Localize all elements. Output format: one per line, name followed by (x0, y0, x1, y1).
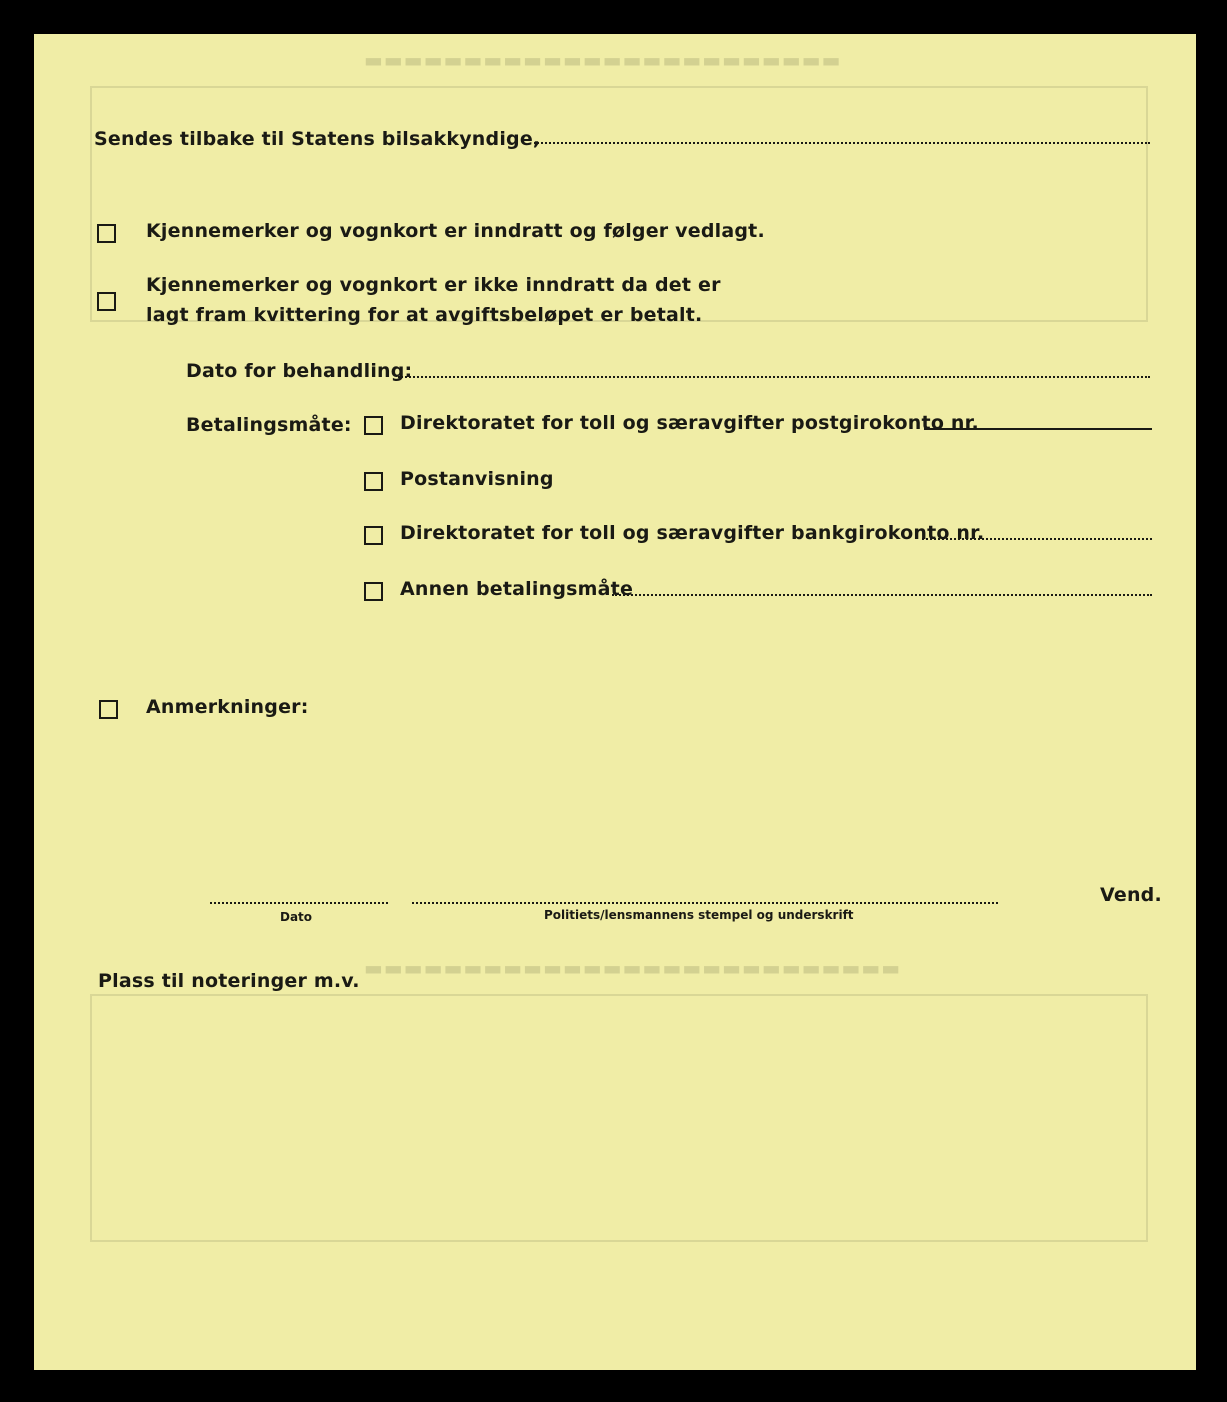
payment-bankgiro-field[interactable] (922, 538, 1152, 540)
notes-area[interactable] (94, 1004, 1154, 1334)
option-enclosed-label: Kjennemerker og vognkort er inndratt og følger vedlagt. (146, 220, 765, 242)
bleed-through-header-bottom: ▬▬▬▬▬▬▬▬▬▬▬▬▬▬▬▬▬▬▬▬▬▬▬▬▬▬▬ (364, 956, 902, 980)
payment-bankgiro-label: Direktoratet for toll og særavgifter bankgirokonto nr. (400, 522, 985, 544)
remarks-label: Anmerkninger: (146, 696, 309, 718)
date-field[interactable] (398, 376, 1150, 378)
option-not-enclosed-line2: lagt fram kvittering for at avgiftsbeløpet er betalt. (146, 304, 703, 326)
not-enclosed-checkbox[interactable] (97, 292, 116, 311)
signature-stamp-field[interactable] (412, 902, 998, 904)
payment-postanvisning-checkbox[interactable] (364, 472, 383, 491)
turn-label: Vend. (1100, 884, 1162, 906)
form-sheet (34, 34, 1196, 1370)
signature-date-field[interactable] (210, 902, 388, 904)
signature-date-caption: Dato (280, 910, 313, 924)
date-label: Dato for behandling: (186, 360, 413, 382)
payment-bankgiro-checkbox[interactable] (364, 526, 383, 545)
remarks-checkbox[interactable] (99, 700, 118, 719)
payment-other-field[interactable] (612, 594, 1152, 596)
payment-postanvisning-label: Postanvisning (400, 468, 554, 490)
payment-other-label: Annen betalingsmåte (400, 578, 634, 600)
bleed-through-header-top: ▬▬▬▬▬▬▬▬▬▬▬▬▬▬▬▬▬▬▬▬▬▬▬▬ (364, 48, 842, 72)
payment-method-label: Betalingsmåte: (186, 414, 352, 436)
payment-other-checkbox[interactable] (364, 582, 383, 601)
payment-postgiro-checkbox[interactable] (364, 416, 383, 435)
payment-postgiro-field[interactable] (924, 428, 1152, 430)
enclosed-checkbox[interactable] (97, 224, 116, 243)
notes-label: Plass til noteringer m.v. (98, 970, 360, 992)
payment-postgiro-label: Direktoratet for toll og særavgifter postgirokonto nr. (400, 412, 979, 434)
option-not-enclosed-line1: Kjennemerker og vognkort er ikke inndratt da det er (146, 274, 721, 296)
return-to-field[interactable] (534, 142, 1150, 144)
return-to-label: Sendes tilbake til Statens bilsakkyndige, (94, 128, 541, 150)
signature-stamp-caption: Politiets/lensmannens stempel og underskrift (544, 908, 854, 922)
